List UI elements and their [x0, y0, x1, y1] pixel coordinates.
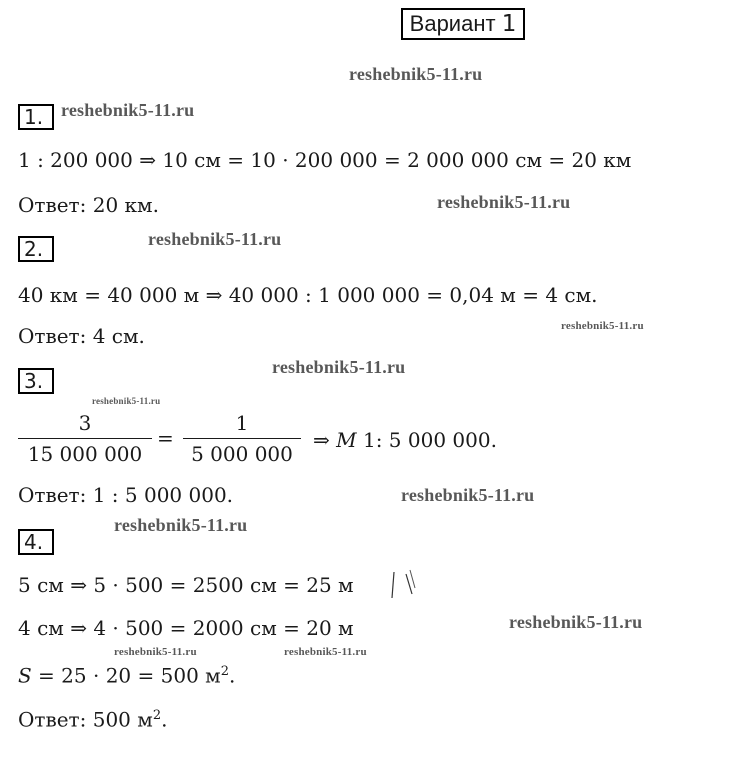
task-4-line-1: 5 см ⇒ 5 · 500 = 2500 см = 25 м [18, 573, 354, 597]
fraction-bar [183, 438, 301, 439]
watermark: reshebnik5-11.ru [509, 612, 643, 632]
watermark: reshebnik5-11.ru [61, 100, 195, 120]
fraction-denominator: 5 000 000 [191, 442, 293, 466]
watermark: reshebnik5-11.ru [114, 515, 248, 535]
task-4-line-2: 4 см ⇒ 4 · 500 = 2000 см = 20 м [18, 616, 354, 640]
watermark: reshebnik5-11.ru [92, 396, 161, 406]
answer-text: Ответ: 500 м [18, 707, 153, 732]
fraction-3-over-15000000 [18, 410, 152, 467]
task-2-answer: Ответ: 4 см. [18, 324, 145, 348]
equals-sign: = [157, 426, 174, 450]
task-1-answer: Ответ: 20 км. [18, 193, 159, 217]
task-number: 3. [18, 368, 54, 394]
watermark: reshebnik5-11.ru [272, 357, 406, 377]
task-4-area [18, 659, 235, 689]
area-period: . [229, 663, 236, 688]
variant-title [401, 8, 525, 40]
variant-title-number: 1 [501, 11, 517, 37]
scale-variable: M [336, 428, 357, 452]
task-1-solution: 1 : 200 000 ⇒ 10 см = 10 · 200 000 = 2 000 000 см = 20 км [18, 148, 632, 172]
variant-title-word: Вариант [409, 11, 496, 36]
implies-arrow: ⇒ [313, 428, 330, 452]
answer-period: . [161, 707, 168, 732]
fraction-numerator: 3 [78, 411, 92, 435]
answer-exponent: 2 [152, 708, 162, 723]
watermark: reshebnik5-11.ru [561, 320, 644, 332]
task-4-answer [18, 703, 167, 733]
watermark: reshebnik5-11.ru [148, 229, 282, 249]
area-exponent: 2 [220, 664, 229, 679]
watermark: reshebnik5-11.ru [349, 64, 483, 84]
fraction-1-over-5000000 [183, 410, 301, 467]
watermark: reshebnik5-11.ru [284, 646, 367, 658]
task-number: 2. [18, 236, 54, 262]
task-number: 4. [18, 529, 54, 555]
watermark: reshebnik5-11.ru [114, 646, 197, 658]
task-3-result [313, 427, 497, 453]
task-3-answer: Ответ: 1 : 5 000 000. [18, 483, 234, 507]
area-formula: = 25 · 20 = 500 м [31, 663, 221, 688]
fraction-numerator: 1 [235, 411, 249, 435]
pen-scribble [388, 568, 418, 604]
fraction-denominator: 15 000 000 [27, 442, 143, 466]
scale-value: 1: 5 000 000. [362, 428, 497, 452]
fraction-bar [18, 438, 152, 439]
task-2-solution: 40 км = 40 000 м ⇒ 40 000 : 1 000 000 = 0,04 м = 4 см. [18, 283, 598, 307]
task-number: 1. [18, 104, 54, 130]
watermark: reshebnik5-11.ru [401, 485, 535, 505]
area-variable: S [18, 663, 32, 688]
watermark: reshebnik5-11.ru [437, 192, 571, 212]
